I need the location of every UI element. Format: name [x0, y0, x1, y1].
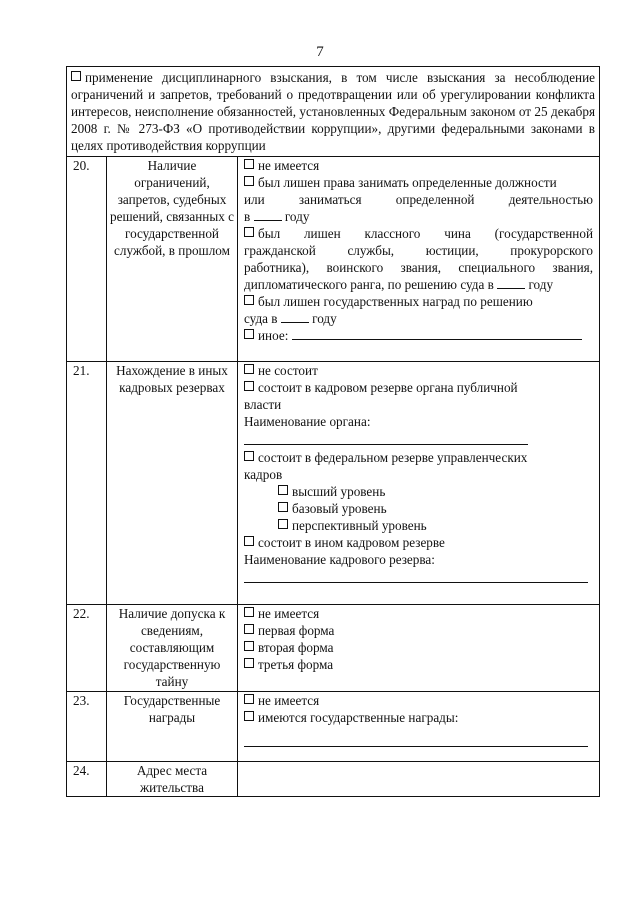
option-other-reserve[interactable]: состоит в ином кадровом резерве: [244, 534, 593, 551]
option-form-1[interactable]: первая форма: [244, 622, 593, 639]
option-deprived-right[interactable]: был лишен права занимать определенные должности: [244, 174, 593, 191]
checkbox-icon[interactable]: [244, 711, 254, 721]
row-21-label: Нахождение в иных кадровых резервах: [107, 362, 238, 605]
row-23-number: 23.: [67, 692, 107, 762]
page-number: 7: [316, 44, 324, 60]
option-other[interactable]: иное:: [244, 327, 593, 344]
checkbox-icon[interactable]: [244, 364, 254, 374]
row-20-options: [238, 157, 600, 362]
option-deprived-rank-line2: гражданской службы, юстиции, прокурорского: [244, 243, 594, 258]
intro-text: применение дисциплинарного взыскания, в том числе взыскания за несоблюдение ограничений и запретов, требований о предотвращении или об урегулировании конфликта интересов, неисполнение обязанностей, установленных Федеральным законом от 25 декабря 2008 г. № 273-ФЗ «О противодействии коррупции», другими федеральными законами в целях противодействия коррупции: [71, 70, 596, 153]
option-not-in-reserve[interactable]: не состоит: [244, 362, 593, 379]
year-field[interactable]: [254, 208, 282, 221]
address-field[interactable]: [238, 762, 600, 797]
checkbox-icon[interactable]: [244, 624, 254, 634]
org-name-field[interactable]: [244, 430, 528, 445]
option-level-prospective[interactable]: перспективный уровень: [244, 517, 593, 534]
checkbox-icon[interactable]: [244, 227, 254, 237]
option-no-awards[interactable]: не имеется: [244, 692, 593, 709]
reserve-name-field[interactable]: [244, 568, 588, 583]
row-21-number: 21.: [67, 362, 107, 605]
option-federal-reserve[interactable]: состоит в федеральном резерве управленческих: [244, 449, 593, 466]
org-name-label: Наименование органа:: [244, 414, 371, 429]
option-deprived-rank-year: дипломатического ранга, по решению суда в году: [244, 277, 554, 292]
year-field[interactable]: [281, 310, 309, 323]
checkbox-icon[interactable]: [278, 502, 288, 512]
checkbox-icon[interactable]: [244, 176, 254, 186]
row-20-number: 20.: [67, 157, 107, 362]
option-deprived-awards[interactable]: был лишен государственных наград по решению: [244, 293, 593, 310]
year-field[interactable]: [497, 276, 525, 289]
row-24-number: 24.: [67, 762, 107, 797]
questionnaire-table: [66, 66, 600, 797]
intro-row: [67, 67, 600, 157]
checkbox-icon[interactable]: [244, 694, 254, 704]
option-form-3[interactable]: третья форма: [244, 656, 593, 673]
option-deprived-rank[interactable]: был лишен классного чина (государственной: [244, 225, 593, 242]
option-deprived-right-year: в году: [244, 209, 310, 224]
row-21: [67, 362, 600, 605]
row-22-label: Наличие допуска к сведениям, составляющим государственную тайну: [107, 605, 238, 692]
option-public-authority-reserve[interactable]: состоит в кадровом резерве органа публичной: [244, 379, 593, 396]
checkbox-icon[interactable]: [71, 71, 81, 81]
row-22-options: [238, 605, 600, 692]
option-public-authority-reserve-cont: власти: [244, 397, 282, 412]
checkbox-icon[interactable]: [244, 536, 254, 546]
row-22: [67, 605, 600, 692]
reserve-name-label: Наименование кадрового резерва:: [244, 552, 435, 567]
row-20: [67, 157, 600, 362]
row-24: [67, 762, 600, 797]
intro-cell: [67, 67, 600, 157]
option-deprived-awards-year: суда в году: [244, 311, 337, 326]
checkbox-icon[interactable]: [244, 658, 254, 668]
checkbox-icon[interactable]: [244, 641, 254, 651]
option-has-awards[interactable]: имеются государственные награды:: [244, 709, 593, 726]
row-23: [67, 692, 600, 762]
checkbox-icon[interactable]: [244, 381, 254, 391]
checkbox-icon[interactable]: [278, 519, 288, 529]
awards-field[interactable]: [244, 732, 588, 747]
option-deprived-rank-line3: работника), воинского звания, специального звания,: [244, 260, 594, 275]
checkbox-icon[interactable]: [244, 607, 254, 617]
option-deprived-right-cont: или заниматься определенной деятельностью: [244, 192, 594, 207]
checkbox-icon[interactable]: [244, 295, 254, 305]
option-no-clearance[interactable]: не имеется: [244, 605, 593, 622]
row-23-options: [238, 692, 600, 762]
row-20-label: Наличие ограничений, запретов, судебных решений, связанных с государственной службой, в прошлом: [107, 157, 238, 362]
row-21-options: [238, 362, 600, 605]
option-form-2[interactable]: вторая форма: [244, 639, 593, 656]
row-22-number: 22.: [67, 605, 107, 692]
other-field[interactable]: [292, 327, 582, 340]
row-24-label: Адрес места жительства: [107, 762, 238, 797]
checkbox-icon[interactable]: [244, 329, 254, 339]
checkbox-icon[interactable]: [278, 485, 288, 495]
option-level-base[interactable]: базовый уровень: [244, 500, 593, 517]
option-level-top[interactable]: высший уровень: [244, 483, 593, 500]
option-not-present[interactable]: не имеется: [244, 157, 593, 174]
checkbox-icon[interactable]: [244, 159, 254, 169]
option-federal-reserve-cont: кадров: [244, 467, 283, 482]
checkbox-icon[interactable]: [244, 451, 254, 461]
row-23-label: Государственные награды: [107, 692, 238, 762]
